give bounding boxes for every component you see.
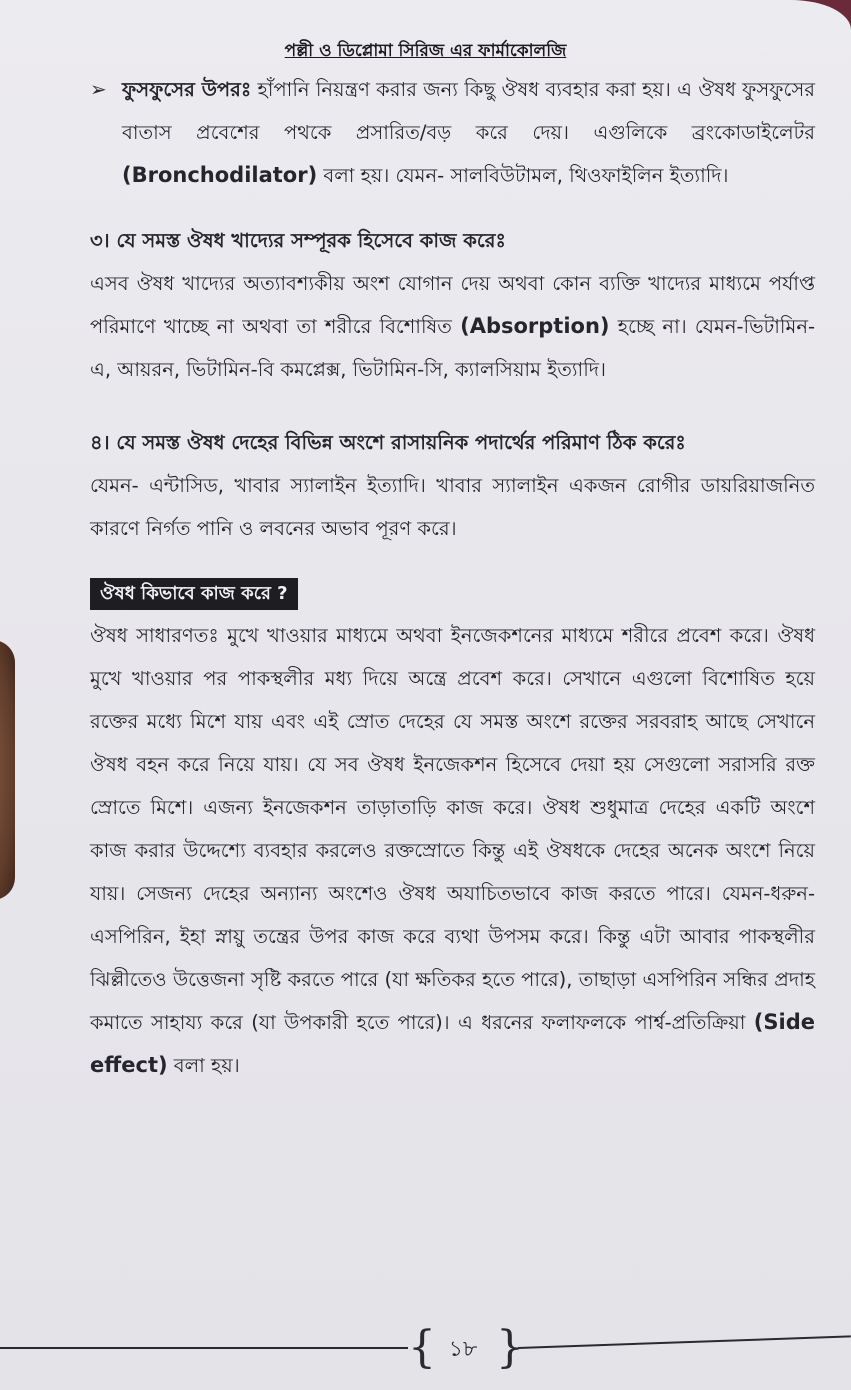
thumb-image bbox=[0, 640, 15, 900]
running-header: পল্লী ও ডিপ্লোমা সিরিজ এর ফার্মাকোলজি bbox=[284, 41, 567, 61]
item4-paragraph: যেমন- এন্টাসিড, খাবার স্যালাইন ইত্যাদি। খাবার স্যালাইন একজন রোগীর ডায়রিয়াজনিত কারণে নির্গত পানি ও লবনের অভাব পূরণ করে। bbox=[90, 474, 815, 540]
bullet-item bbox=[90, 68, 815, 197]
item3-heading: ৩। যে সমস্ত ঔষধ খাদ্যের সম্পূরক হিসেবে কাজ করেঃ bbox=[90, 229, 506, 252]
footer-rule-left bbox=[0, 1347, 408, 1349]
bullet-term: (Bronchodilator) bbox=[122, 163, 318, 187]
section-text1: ঔষধ সাধারণতঃ মুখে খাওয়ার মাধ্যমে অথবা ইনজেকশনের মাধ্যমে শরীরে প্রবেশ করে। ঔষধ মুখে খাওয়ার পর পাকস্থলীর মধ্য দিয়ে অন্ত্রে প্রবেশ করে। সেখানে এগুলো বিশোষিত হয়ে রক্তের মধ্যে মিশে যায় এবং এই স্রোত দেহের যে সমস্ত অংশে রক্তের সরবরাহ আছে সেখানে ঔষধ বহন করে নিয়ে যায়। যে সব ঔষধ ইনজেকশন হিসেবে দেয়া হয় সেগুলো সরাসরি রক্ত স্রোতে মিশে। এজন্য ইনজেকশন তাড়াতাড়ি কাজ করে। ঔষধ শুধুমাত্র দেহের একটি অংশে কাজ করার উদ্দেশ্যে ব্যবহার করলেও রক্তস্রোতে কিন্তু এই ঔষধকে দেহের অনেক অংশে নিয়ে যায়। সেজন্য দেহের অন্যান্য অংশেও ঔষধ অযাচিতভাবে কাজ করতে পারে। যেমন-ধরুন-এসপিরিন, ইহা স্নায়ু তন্ত্রের উপর কাজ করে ব্যথা উপসম করে। কিন্তু এটা আবার পাকস্থলীর ঝিল্লীতেও উত্তেজনা সৃষ্টি করতে পারে (যা ক্ষতিকর হতে পারে), তাছাড়া এসপিরিন সন্ধির প্রদাহ কমাতে সাহায্য করে (যা উপকারী হতে পারে)। এ ধরনের ফলাফলকে পার্শ্ব-প্রতিক্রিয়া bbox=[90, 624, 815, 1034]
item3-paragraph bbox=[90, 262, 815, 391]
section-text2: বলা হয়। bbox=[167, 1054, 240, 1077]
footer-brace-right: } bbox=[496, 1322, 524, 1373]
section-title: ঔষধ কিভাবে কাজ করে ? bbox=[90, 578, 298, 610]
item3-term: (Absorption) bbox=[460, 314, 610, 338]
bullet-text: হাঁপানি নিয়ন্ত্রণ করার জন্য কিছু ঔষধ ব্যবহার করা হয়। এ ঔষধ ফুসফুসের বাতাস প্রবেশের পথকে প্রসারিত/বড় করে দেয়। এগুলিকে ব্রংকোডাইলেটর bbox=[122, 78, 815, 144]
bullet-end: বলা হয়। যেমন- সালবিউটামল, থিওফাইলিন ইত্যাদি। bbox=[317, 164, 729, 187]
item3-text2: হচ্ছে না। যেমন-ভিটামিন-এ, আয়রন, ভিটামিন-বি কমপ্লেক্স, ভিটামিন-সি, ক্যালসিয়াম ইত্যাদি। bbox=[90, 315, 815, 381]
section-paragraph bbox=[90, 614, 815, 1087]
page-content bbox=[90, 68, 815, 1087]
page-number: ১৮ bbox=[448, 1337, 478, 1362]
bullet-lead: ফুসফুসের উপরঃ bbox=[122, 78, 252, 101]
section-title-wrap bbox=[90, 578, 815, 610]
footer-brace-left: { bbox=[408, 1322, 436, 1373]
arrow-bullet-icon: ➢ bbox=[90, 77, 107, 101]
item4-heading: ৪। যে সমস্ত ঔষধ দেহের বিভিন্ন অংশে রাসায়নিক পদার্থের পরিমাণ ঠিক করেঃ bbox=[90, 431, 686, 454]
item3-text1: এসব ঔষধ খাদ্যের অত্যাবশ্যকীয় অংশ যোগান দেয় অথবা কোন ব্যক্তি খাদ্যের মাধ্যমে পর্যাপ্ত পরিমাণে খাচ্ছে না অথবা তা শরীরে বিশোষিত bbox=[90, 272, 815, 338]
section-term: (Side effect) bbox=[90, 1010, 815, 1077]
bullet-paragraph bbox=[122, 68, 815, 197]
footer-rule-right bbox=[518, 1335, 851, 1349]
page-footer bbox=[0, 1320, 851, 1380]
